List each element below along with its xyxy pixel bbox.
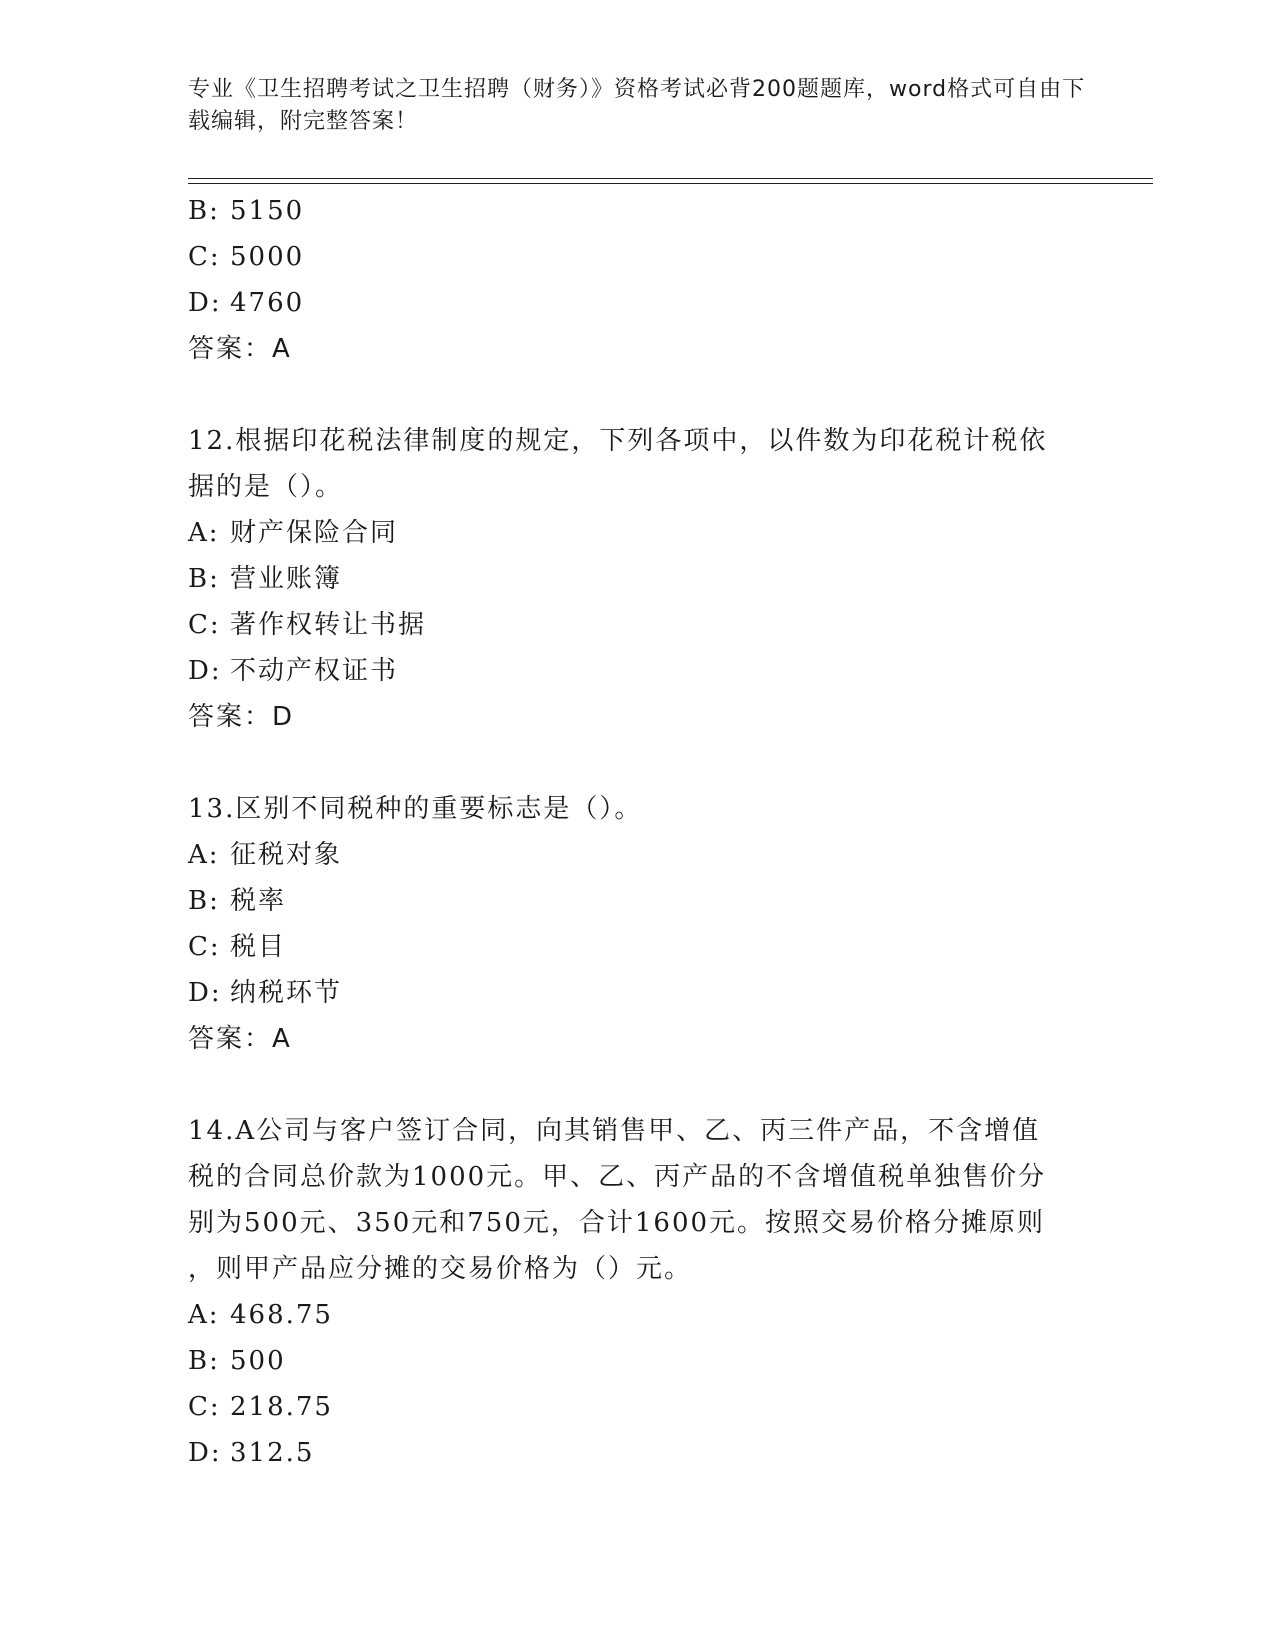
question-stem: [188, 418, 1088, 510]
option-b: [188, 878, 1088, 924]
option-d: [188, 280, 1088, 326]
option-a: [188, 510, 1088, 556]
page-header: [188, 74, 1088, 138]
question-stem: [188, 786, 1088, 832]
option-letter: A:: [188, 1300, 220, 1330]
option-c: [188, 924, 1088, 970]
option-text: 征税对象: [230, 840, 343, 870]
option-text: 5000: [230, 242, 305, 272]
stem-line: 12.根据印花税法律制度的规定，下列各项中，以件数为印花税计税依: [188, 426, 1048, 456]
option-letter: B:: [188, 1346, 220, 1376]
question-14: [188, 1108, 1088, 1476]
stem-line: 据的是（）。: [188, 472, 344, 502]
option-text: 纳税环节: [230, 978, 343, 1008]
option-d: [188, 1430, 1088, 1476]
option-letter: C:: [188, 1392, 221, 1422]
question-13: [188, 786, 1088, 1062]
option-letter: B:: [188, 196, 220, 226]
option-d: [188, 970, 1088, 1016]
option-c: [188, 234, 1088, 280]
stem-line: ，则甲产品应分摊的交易价格为（）元。: [188, 1254, 693, 1284]
option-text: 218.75: [230, 1392, 333, 1422]
option-text: 468.75: [230, 1300, 333, 1330]
stem-line: 13.区别不同税种的重要标志是（）。: [188, 794, 643, 824]
option-letter: D:: [188, 656, 222, 686]
stem-line: 税的合同总价款为1000元。甲、乙、丙产品的不含增值税单独售价分: [188, 1162, 1047, 1192]
option-c: [188, 602, 1088, 648]
header-divider-bottom: [188, 183, 1153, 184]
option-letter: D:: [188, 1438, 222, 1468]
question-12: [188, 418, 1088, 740]
option-text: 营业账簿: [230, 564, 343, 594]
option-letter: C:: [188, 242, 221, 272]
header-title: 专业《卫生招聘考试之卫生招聘（财务）》资格考试必背200题题库，word格式可自由下载编辑，附完整答案！: [188, 77, 1086, 134]
option-a: [188, 832, 1088, 878]
spacer: [188, 372, 1088, 418]
stem-line: 别为500元、350元和750元，合计1600元。按照交易价格分摊原则: [188, 1208, 1046, 1238]
question-stem: [188, 1108, 1088, 1292]
header-divider-top: [188, 178, 1153, 179]
option-a: [188, 1292, 1088, 1338]
question-11: [188, 188, 1088, 372]
answer-line: 答案：D: [188, 702, 295, 732]
option-letter: D:: [188, 288, 222, 318]
option-b: [188, 556, 1088, 602]
option-letter: A:: [188, 840, 220, 870]
option-letter: B:: [188, 564, 220, 594]
option-letter: C:: [188, 932, 221, 962]
option-text: 税目: [230, 932, 287, 962]
option-b: [188, 1338, 1088, 1384]
option-c: [188, 1384, 1088, 1430]
spacer: [188, 740, 1088, 786]
option-letter: B:: [188, 886, 220, 916]
option-d: [188, 648, 1088, 694]
option-letter: A:: [188, 518, 220, 548]
option-b: [188, 188, 1088, 234]
option-text: 4760: [230, 288, 305, 318]
option-text: 财产保险合同: [230, 518, 399, 548]
option-text: 312.5: [230, 1438, 315, 1468]
question-list: [188, 188, 1088, 1476]
option-text: 500: [230, 1346, 286, 1376]
option-text: 著作权转让书据: [230, 610, 427, 640]
option-text: 税率: [230, 886, 287, 916]
spacer: [188, 1062, 1088, 1108]
option-letter: D:: [188, 978, 222, 1008]
stem-line: 14.A公司与客户签订合同，向其销售甲、乙、丙三件产品，不含增值: [188, 1116, 1041, 1146]
option-text: 不动产权证书: [230, 656, 399, 686]
option-letter: C:: [188, 610, 221, 640]
answer-line: 答案：A: [188, 334, 292, 364]
option-text: 5150: [230, 196, 305, 226]
answer-line: 答案：A: [188, 1024, 292, 1054]
